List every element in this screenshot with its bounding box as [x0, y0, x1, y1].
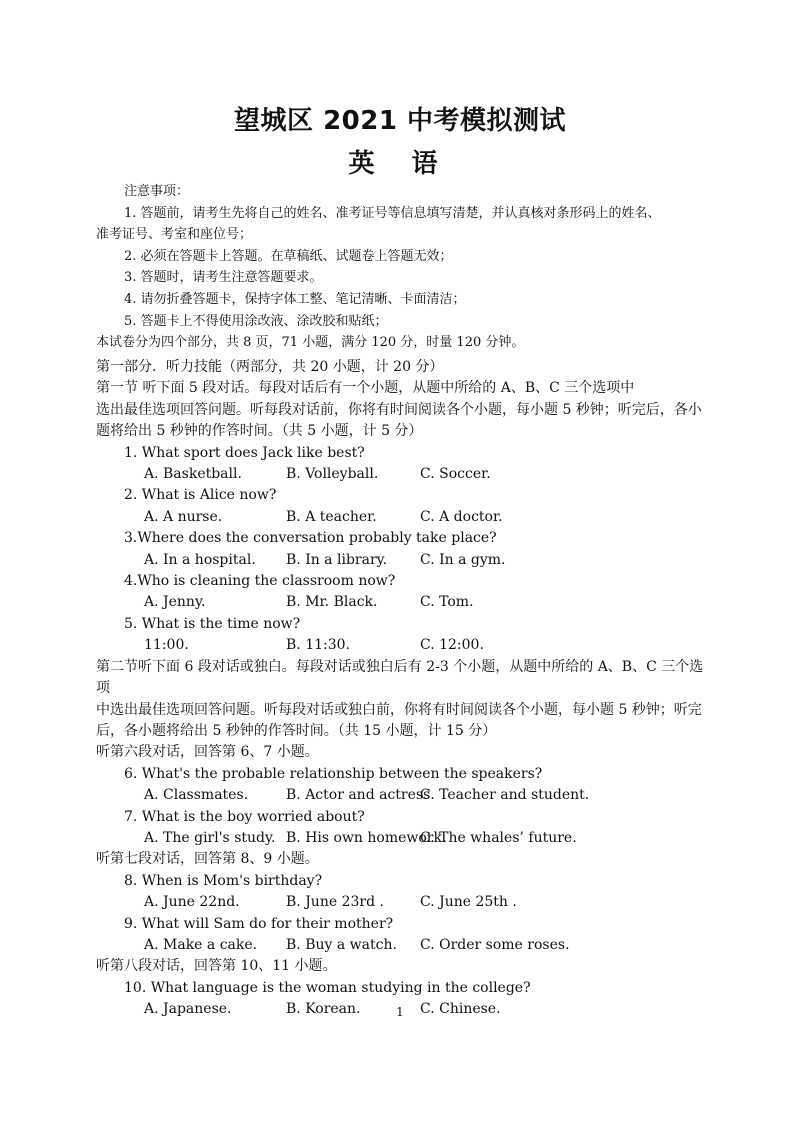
question-10: 10. What language is the woman studying in the college?	[124, 979, 531, 996]
option-c: C. Chinese.	[420, 1001, 501, 1018]
dialog-6-heading: 听第六段对话，回答第 6、7 小题。	[96, 744, 319, 761]
section2-instructions-3: 后，各小题将给出 5 秒钟的作答时间。（共 15 小题，计 15 分）	[96, 722, 497, 739]
option-b: B. His own homework.	[286, 829, 447, 846]
option-b: B. Mr. Black.	[286, 594, 378, 611]
subject-title: 英 语	[348, 149, 452, 179]
exam-summary: 本试卷分为四个部分，共 8 页，71 小题，满分 120 分，时量 120 分钟。	[96, 335, 525, 351]
option-c: C. Tom.	[420, 594, 474, 611]
part1-content	[96, 357, 708, 1021]
question-3: 3.Where does the conversation probably take place?	[124, 530, 497, 547]
question-8: 8. When is Mom's birthday?	[124, 872, 323, 889]
option-a: A. Jenny.	[144, 594, 206, 611]
notice-block	[96, 181, 708, 354]
options-5	[96, 635, 708, 656]
options-8	[96, 892, 708, 913]
question-5: 5. What is the time now?	[124, 615, 301, 632]
options-1	[96, 464, 708, 485]
option-c: C. Soccer.	[420, 466, 491, 483]
dialog-8-heading: 听第八段对话，回答第 10、11 小题。	[96, 958, 337, 975]
options-4	[96, 592, 708, 613]
notice-item-4: 4. 请勿折叠答题卡，保持字体工整、笔记清晰、卡面清洁；	[124, 291, 466, 307]
section1-instructions-3: 题将给出 5 秒钟的作答时间。（共 5 小题，计 5 分）	[96, 423, 423, 440]
exam-title: 望城区 2021 中考模拟测试	[234, 106, 566, 136]
options-6	[96, 785, 708, 806]
options-7	[96, 828, 708, 849]
question-2: 2. What is Alice now?	[124, 487, 277, 504]
options-2	[96, 507, 708, 528]
option-a: 11:00.	[144, 637, 189, 654]
page-number: 1	[396, 1005, 404, 1019]
option-a: A. June 22nd.	[144, 894, 240, 911]
section2-instructions-2: 中选出最佳选项回答问题。听每段对话或独白前，你将有时间阅读各个小题，每小题 5 秒钟；听完	[96, 701, 702, 718]
notice-heading: 注意事项：	[124, 184, 190, 199]
option-c: C. Teacher and student.	[420, 787, 590, 804]
option-b: B. Volleyball.	[286, 466, 379, 483]
option-b: B. Actor and actress	[286, 787, 431, 804]
question-9: 9. What will Sam do for their mother?	[124, 915, 394, 932]
section1-instructions-1: 第一节 听下面 5 段对话。每段对话后有一个小题，从题中所给的 A、B、C 三个选项中	[96, 380, 635, 397]
question-1: 1. What sport does Jack like best?	[124, 444, 365, 461]
option-c: C. The whales’ future.	[420, 829, 577, 846]
option-b: B. 11:30.	[286, 637, 350, 654]
option-b: B. June 23rd .	[286, 894, 384, 911]
option-a: A. Japanese.	[144, 1001, 232, 1018]
option-a: A. Classmates.	[144, 787, 249, 804]
options-3	[96, 550, 708, 571]
option-b: B. A teacher.	[286, 508, 377, 525]
question-4: 4.Who is cleaning the classroom now?	[124, 573, 396, 590]
notice-item-3: 3. 答题时，请考生注意答题要求。	[124, 270, 323, 286]
option-b: B. Buy a watch.	[286, 936, 397, 953]
notice-item-1-cont: 准考证号、考室和座位号；	[96, 227, 253, 243]
option-b: B. Korean.	[286, 1001, 361, 1018]
option-a: A. The girl's study.	[144, 829, 276, 846]
notice-item-1: 1. 答题前，请考生先将自己的姓名、准考证号等信息填写清楚，并认真核对条形码上的姓名、	[124, 205, 661, 221]
question-7: 7. What is the boy worried about?	[124, 808, 365, 825]
dialog-7-heading: 听第七段对话，回答第 8、9 小题。	[96, 851, 319, 868]
part1-heading: 第一部分．听力技能（两部分，共 20 小题，计 20 分）	[96, 359, 444, 375]
option-c: C. 12:00.	[420, 637, 484, 654]
notice-item-2: 2. 必须在答题卡上答题。在草稿纸、试题卷上答题无效；	[124, 248, 453, 264]
option-a: A. Basketball.	[144, 466, 242, 483]
option-a: A. A nurse.	[144, 508, 223, 525]
option-c: C. A doctor.	[420, 508, 503, 525]
notice-item-5: 5. 答题卡上不得使用涂改液、涂改胶和贴纸；	[124, 313, 388, 329]
option-b: B. In a library.	[286, 551, 388, 568]
question-6: 6. What's the probable relationship between the speakers?	[124, 765, 543, 782]
section1-instructions-2: 选出最佳选项回答问题。听每段对话前，你将有时间阅读各个小题，每小题 5 秒钟；听完后，各小	[96, 401, 702, 418]
option-c: C. June 25th .	[420, 894, 517, 911]
section2-instructions-1: 第二节听下面 6 段对话或独白。每段对话或独白后有 2-3 个小题，从题中所给的 A、B、C 三个选项	[96, 658, 704, 697]
options-9	[96, 935, 708, 956]
option-c: C. Order some roses.	[420, 936, 570, 953]
option-a: A. In a hospital.	[144, 551, 256, 568]
option-c: C. In a gym.	[420, 551, 506, 568]
option-a: A. Make a cake.	[144, 936, 258, 953]
